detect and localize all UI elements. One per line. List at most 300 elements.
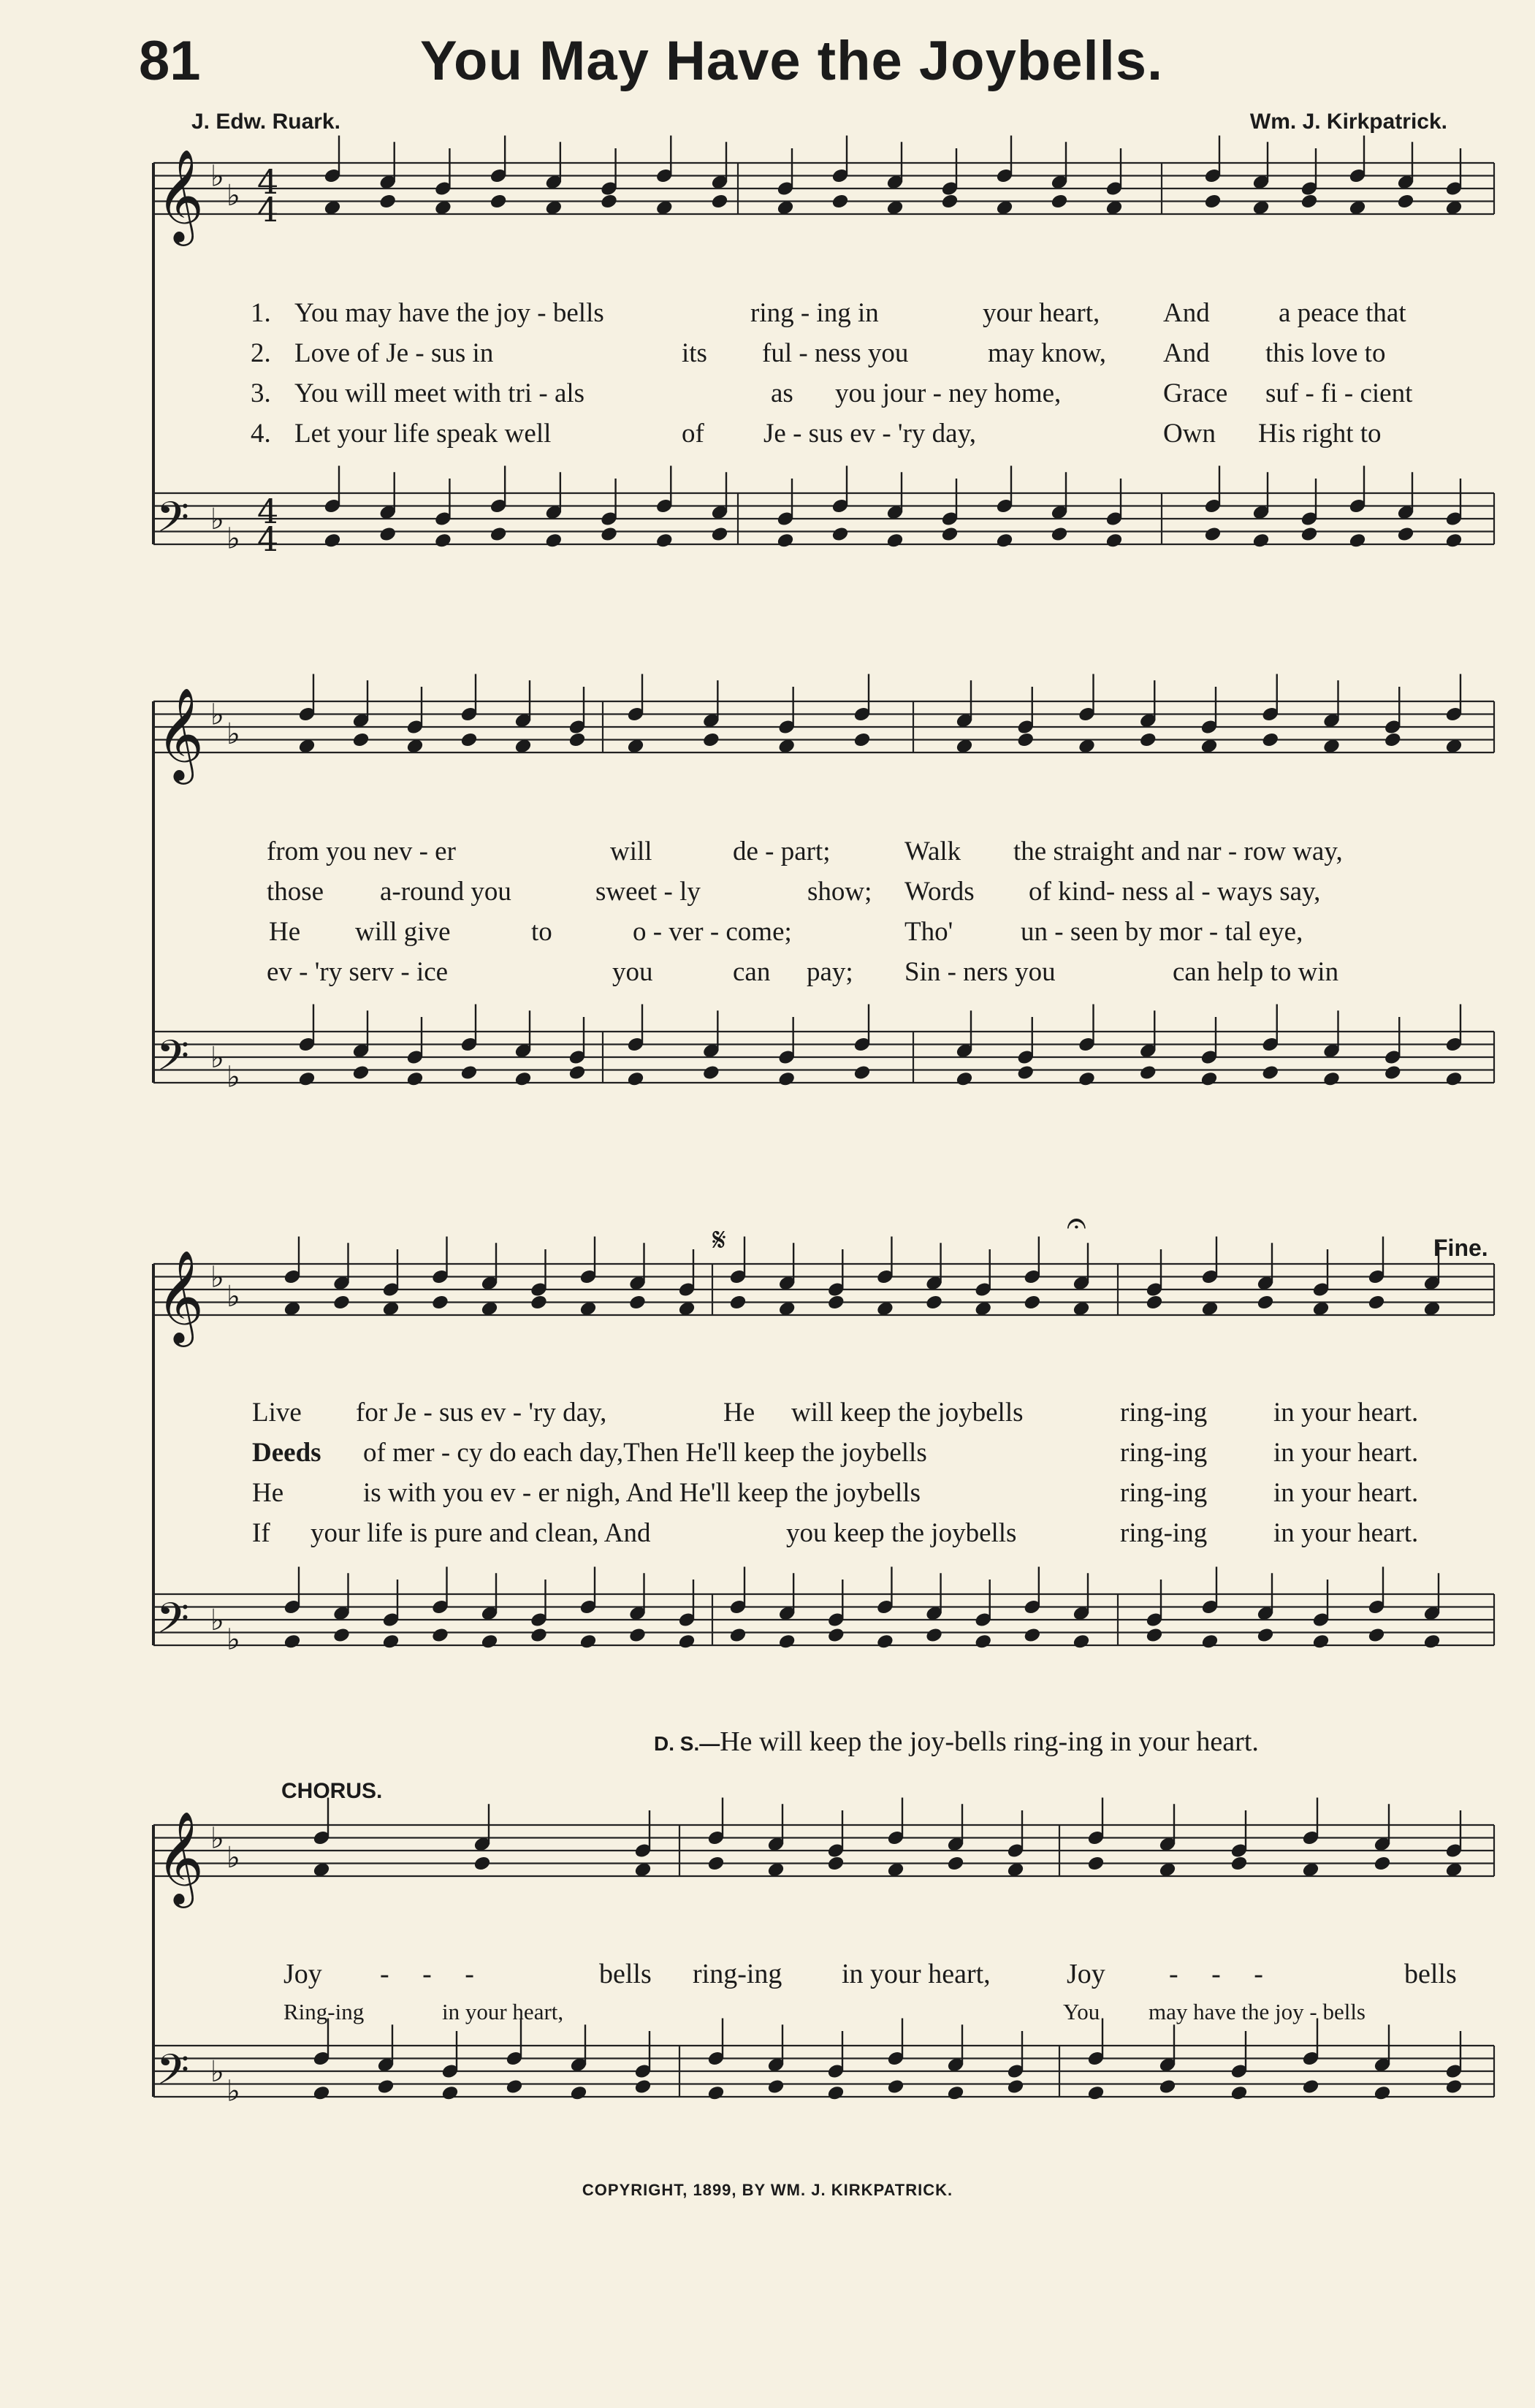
- note-head: [1322, 738, 1340, 754]
- note-head: [634, 1843, 652, 1859]
- lyric: If: [252, 1518, 270, 1548]
- lyric: will give: [355, 917, 451, 947]
- note-head: [1445, 2063, 1463, 2079]
- note-head: [431, 1627, 449, 1643]
- lyric: He: [269, 917, 301, 947]
- note-head: [382, 1300, 400, 1317]
- note-head: [530, 1294, 547, 1310]
- note-head: [434, 180, 452, 197]
- note-head: [434, 511, 452, 527]
- lyric: Live: [252, 1398, 302, 1428]
- note-head: [1159, 2057, 1176, 2073]
- verse-number: 3.: [251, 378, 271, 408]
- note-head: [1257, 1275, 1274, 1291]
- lyric: Words: [904, 877, 975, 907]
- note-head: [1078, 1036, 1095, 1052]
- note-head: [313, 2085, 330, 2101]
- note-head: [729, 1294, 747, 1310]
- flat-sign: ♭: [226, 2074, 240, 2108]
- note-head: [1073, 1275, 1090, 1291]
- note-head: [1105, 180, 1123, 197]
- note-head: [600, 526, 617, 542]
- lyric: He: [723, 1398, 755, 1428]
- note-head: [1312, 1300, 1330, 1317]
- note-head: [1262, 731, 1279, 747]
- note-head: [1007, 2063, 1024, 2079]
- note-head: [490, 167, 507, 183]
- note-head: [481, 1300, 498, 1317]
- lyric: from you nev - er: [267, 837, 456, 866]
- note-head: [1322, 1071, 1340, 1087]
- note-head: [579, 1268, 597, 1284]
- note-head: [545, 199, 563, 216]
- note-head: [1051, 174, 1068, 190]
- lyric: And: [1163, 338, 1210, 368]
- note-head: [956, 1043, 973, 1059]
- note-head: [481, 1634, 498, 1650]
- note-head: [876, 1300, 894, 1317]
- flat-sign: ♭: [210, 1604, 224, 1637]
- flat-sign: ♭: [226, 717, 240, 751]
- note-head: [767, 2057, 785, 2073]
- lyric: You: [1063, 1999, 1100, 2024]
- note-head: [707, 1829, 725, 1845]
- note-head: [947, 2085, 964, 2101]
- note-head: [1073, 1634, 1090, 1650]
- note-head: [777, 738, 795, 754]
- note-head: [831, 193, 849, 209]
- treble-clef: 𝄞: [156, 1810, 205, 1904]
- lyric: in your heart.: [1273, 1518, 1419, 1548]
- note-head: [1349, 498, 1366, 514]
- note-head: [1445, 1036, 1463, 1052]
- note-head: [431, 1294, 449, 1310]
- verse-number: 4.: [251, 419, 271, 449]
- note-head: [406, 1049, 424, 1065]
- lyric: show;: [807, 877, 872, 907]
- note-head: [886, 533, 904, 549]
- note-head: [655, 533, 673, 549]
- note-head: [1159, 1862, 1176, 1878]
- lyric: you: [612, 957, 653, 987]
- note-head: [1200, 1049, 1218, 1065]
- note-head: [1349, 167, 1366, 183]
- flat-sign: ♭: [226, 1060, 240, 1094]
- note-head: [1204, 167, 1222, 183]
- note-head: [1302, 1862, 1319, 1878]
- note-head: [352, 1064, 370, 1081]
- note-head: [1423, 1605, 1441, 1621]
- lyric: - - -: [380, 1959, 487, 1989]
- note-head: [352, 1043, 370, 1059]
- note-head: [655, 498, 673, 514]
- lyric: of kind- ness al - ways say,: [1029, 877, 1321, 907]
- note-head: [941, 511, 959, 527]
- note-head: [711, 504, 728, 520]
- note-head: [377, 2079, 395, 2095]
- note-head: [1087, 2085, 1105, 2101]
- author-music: Wm. J. Kirkpatrick.: [1249, 110, 1447, 134]
- note-head: [678, 1612, 696, 1628]
- note-head: [887, 1829, 904, 1845]
- lyric: in your heart,: [442, 1999, 564, 2024]
- lyric: in your heart.: [1273, 1478, 1419, 1508]
- bass-clef: 𝄢: [156, 1593, 190, 1653]
- note-head: [628, 1294, 646, 1310]
- note-head: [1302, 2050, 1319, 2066]
- note-head: [1201, 1599, 1219, 1615]
- lyric: bells: [599, 1959, 652, 1989]
- note-head: [1139, 712, 1157, 728]
- note-head: [925, 1275, 942, 1291]
- note-head: [1201, 1634, 1219, 1650]
- song-title: You May Have the Joybells.: [420, 30, 1164, 92]
- note-head: [568, 1064, 586, 1081]
- lyric: His right to: [1258, 419, 1382, 449]
- note-head: [283, 1268, 301, 1284]
- lyric: you jour - ney home,: [835, 378, 1062, 408]
- note-head: [678, 1300, 696, 1317]
- fermata-sign: 𝄐: [1067, 1203, 1086, 1243]
- note-head: [570, 2057, 587, 2073]
- note-head: [956, 738, 973, 754]
- note-head: [831, 526, 849, 542]
- note-head: [777, 719, 795, 735]
- note-head: [514, 738, 532, 754]
- note-head: [886, 199, 904, 216]
- lyric: the straight and nar - row way,: [1013, 837, 1343, 866]
- note-head: [1368, 1294, 1385, 1310]
- note-head: [678, 1281, 696, 1298]
- lyric: Let your life speak well: [294, 419, 552, 449]
- ds-line: [654, 1726, 1259, 1758]
- lyric: Ring-ing: [283, 1999, 365, 2024]
- note-head: [827, 1612, 845, 1628]
- note-head: [827, 1281, 845, 1298]
- note-head: [827, 2085, 845, 2101]
- note-head: [711, 193, 728, 209]
- note-head: [431, 1268, 449, 1284]
- note-head: [1302, 1829, 1319, 1845]
- time-signature: 4: [257, 190, 279, 229]
- note-head: [1105, 199, 1123, 216]
- note-head: [283, 1599, 301, 1615]
- note-head: [481, 1605, 498, 1621]
- lyric: ring-ing: [1120, 1398, 1208, 1428]
- lyric: your heart,: [983, 298, 1100, 328]
- flat-sign: ♭: [210, 2055, 224, 2089]
- note-head: [1139, 1064, 1157, 1081]
- time-signature: 4: [257, 519, 279, 559]
- note-head: [1087, 2050, 1105, 2066]
- note-head: [514, 712, 532, 728]
- note-head: [1384, 1049, 1401, 1065]
- note-head: [1349, 533, 1366, 549]
- note-head: [777, 199, 794, 216]
- flat-sign: ♭: [210, 1821, 224, 1856]
- note-head: [352, 712, 370, 728]
- treble-clef: 𝄞: [156, 148, 205, 242]
- note-head: [628, 1605, 646, 1621]
- note-head: [655, 167, 673, 183]
- note-head: [956, 712, 973, 728]
- note-head: [1300, 193, 1318, 209]
- lyric: ev - 'ry serv - ice: [267, 957, 449, 987]
- note-head: [876, 1599, 894, 1615]
- note-head: [378, 504, 396, 520]
- note-head: [941, 526, 959, 542]
- note-head: [947, 2057, 964, 2073]
- lyric: Joy: [1067, 1959, 1105, 1989]
- lyric: ring-ing: [693, 1959, 782, 1989]
- note-head: [1445, 706, 1463, 722]
- note-head: [1252, 533, 1270, 549]
- note-head: [600, 180, 617, 197]
- note-head: [1146, 1612, 1163, 1628]
- note-head: [568, 1049, 586, 1065]
- bass-clef: 𝄢: [156, 2045, 190, 2105]
- note-head: [827, 1294, 845, 1310]
- lyric: Je - sus ev - 'ry day,: [763, 419, 976, 449]
- note-head: [579, 1599, 597, 1615]
- note-head: [831, 167, 849, 183]
- note-head: [1397, 526, 1414, 542]
- note-head: [1078, 706, 1095, 722]
- note-head: [352, 731, 370, 747]
- note-head: [490, 526, 507, 542]
- author-words: J. Edw. Ruark.: [191, 110, 340, 134]
- note-head: [406, 1071, 424, 1087]
- note-head: [634, 1862, 652, 1878]
- note-head: [1087, 1829, 1105, 1845]
- note-head: [434, 199, 452, 216]
- lyric: may know,: [988, 338, 1107, 368]
- note-head: [506, 2079, 523, 2095]
- lyric: those: [267, 877, 324, 907]
- note-head: [1230, 2063, 1248, 2079]
- flat-sign: ♭: [210, 1041, 224, 1075]
- treble-clef: 𝄞: [156, 1249, 205, 1343]
- note-head: [974, 1634, 991, 1650]
- note-head: [481, 1275, 498, 1291]
- flat-sign: ♭: [226, 1623, 240, 1657]
- note-head: [777, 180, 794, 197]
- note-head: [1007, 2079, 1024, 2095]
- note-head: [974, 1612, 991, 1628]
- note-head: [777, 1049, 795, 1065]
- note-head: [460, 1064, 478, 1081]
- note-head: [956, 1071, 973, 1087]
- note-head: [1262, 706, 1279, 722]
- lyric: your life is pure and clean, And: [311, 1518, 651, 1548]
- note-head: [996, 199, 1013, 216]
- note-head: [1368, 1268, 1385, 1284]
- note-head: [778, 1605, 796, 1621]
- note-head: [655, 199, 673, 216]
- segno-sign: 𝄋: [712, 1222, 726, 1259]
- note-head: [600, 511, 617, 527]
- note-head: [729, 1599, 747, 1615]
- lyric: un - seen by mor - tal eye,: [1021, 917, 1303, 947]
- note-head: [1445, 1843, 1463, 1859]
- note-head: [1397, 193, 1414, 209]
- note-head: [1445, 1071, 1463, 1087]
- note-head: [377, 2057, 395, 2073]
- note-head: [876, 1268, 894, 1284]
- note-head: [1017, 719, 1035, 735]
- note-head: [378, 193, 396, 209]
- lyric: Sin - ners you: [904, 957, 1056, 987]
- lyric: He: [252, 1478, 284, 1508]
- note-head: [332, 1605, 350, 1621]
- note-head: [974, 1300, 991, 1317]
- note-head: [473, 1836, 491, 1852]
- note-head: [1007, 1862, 1024, 1878]
- note-head: [1423, 1300, 1441, 1317]
- treble-clef: 𝄞: [156, 687, 205, 780]
- note-head: [324, 533, 341, 549]
- note-head: [996, 167, 1013, 183]
- lyric: suf - fi - cient: [1265, 378, 1413, 408]
- note-head: [530, 1612, 547, 1628]
- note-head: [876, 1634, 894, 1650]
- note-head: [298, 1036, 316, 1052]
- flat-sign: ♭: [210, 159, 224, 194]
- lyric: in your heart.: [1273, 1438, 1419, 1468]
- lyric: of: [682, 419, 704, 449]
- note-head: [1200, 1071, 1218, 1087]
- note-head: [1445, 511, 1463, 527]
- ds-prefix: D. S.—: [654, 1732, 720, 1755]
- note-head: [627, 738, 644, 754]
- note-head: [1368, 1627, 1385, 1643]
- note-head: [711, 174, 728, 190]
- note-head: [886, 504, 904, 520]
- note-head: [702, 731, 720, 747]
- note-head: [1312, 1612, 1330, 1628]
- note-head: [1078, 738, 1095, 754]
- note-head: [1397, 504, 1414, 520]
- note-head: [974, 1281, 991, 1298]
- lyric: pay;: [807, 957, 853, 987]
- note-head: [887, 2079, 904, 2095]
- note-head: [530, 1627, 547, 1643]
- note-head: [1445, 180, 1463, 197]
- note-head: [1051, 193, 1068, 209]
- note-head: [460, 1036, 478, 1052]
- note-head: [473, 1855, 491, 1871]
- bass-clef: 𝄢: [156, 1031, 190, 1091]
- chorus-label: CHORUS.: [281, 1779, 383, 1803]
- note-head: [460, 731, 478, 747]
- note-head: [1374, 1855, 1391, 1871]
- note-head: [441, 2063, 459, 2079]
- note-head: [382, 1612, 400, 1628]
- note-head: [1257, 1627, 1274, 1643]
- note-head: [827, 1843, 845, 1859]
- lyric: ring-ing: [1120, 1478, 1208, 1508]
- lyric: to: [531, 917, 552, 947]
- note-head: [729, 1268, 747, 1284]
- note-head: [441, 2085, 459, 2101]
- note-head: [827, 2063, 845, 2079]
- bass-clef: 𝄢: [156, 492, 190, 552]
- lyric: as: [771, 378, 793, 408]
- lyric: will keep the joybells: [791, 1398, 1024, 1428]
- lyric: may have the joy - bells: [1149, 1999, 1365, 2024]
- flat-sign: ♭: [210, 698, 224, 732]
- note-head: [431, 1599, 449, 1615]
- lyric: in your heart.: [1273, 1398, 1419, 1428]
- note-head: [490, 193, 507, 209]
- lyric: is with you ev - er nigh, And He'll keep the joybells: [363, 1478, 921, 1508]
- note-head: [514, 1071, 532, 1087]
- note-head: [1073, 1605, 1090, 1621]
- note-head: [853, 1036, 871, 1052]
- verse-number: 2.: [251, 338, 271, 368]
- lyric: a-round you: [380, 877, 511, 907]
- note-head: [947, 1836, 964, 1852]
- note-head: [1384, 731, 1401, 747]
- note-head: [707, 1855, 725, 1871]
- copyright-notice: COPYRIGHT, 1899, BY WM. J. KIRKPATRICK.: [582, 2181, 953, 2199]
- note-head: [628, 1275, 646, 1291]
- note-head: [853, 1064, 871, 1081]
- note-head: [1201, 1300, 1219, 1317]
- lyric: can help to win: [1173, 957, 1339, 987]
- note-head: [378, 174, 396, 190]
- lyric: Grace: [1163, 378, 1228, 408]
- note-head: [324, 167, 341, 183]
- note-head: [1204, 526, 1222, 542]
- note-head: [406, 719, 424, 735]
- note-head: [332, 1275, 350, 1291]
- note-head: [545, 174, 563, 190]
- note-head: [1445, 738, 1463, 754]
- note-head: [514, 1043, 532, 1059]
- note-head: [941, 193, 959, 209]
- lyric: sweet - ly: [595, 877, 701, 907]
- lyric: a peace that: [1279, 298, 1406, 328]
- note-head: [1204, 193, 1222, 209]
- note-head: [324, 498, 341, 514]
- note-head: [707, 2050, 725, 2066]
- note-head: [947, 1855, 964, 1871]
- note-head: [1423, 1275, 1441, 1291]
- note-head: [382, 1281, 400, 1298]
- note-head: [570, 2085, 587, 2101]
- note-head: [1139, 1043, 1157, 1059]
- note-head: [1230, 1855, 1248, 1871]
- lyric: Own: [1163, 419, 1216, 449]
- note-head: [298, 706, 316, 722]
- note-head: [941, 180, 959, 197]
- note-head: [568, 719, 586, 735]
- lyric: Tho': [904, 917, 953, 947]
- lyric: Joy: [283, 1959, 322, 1989]
- note-head: [1146, 1627, 1163, 1643]
- note-head: [1300, 526, 1318, 542]
- note-head: [887, 2050, 904, 2066]
- lyric: ring-ing: [1120, 1518, 1208, 1548]
- lyric: Deeds: [252, 1438, 321, 1468]
- staff-lines: [153, 163, 1494, 2097]
- note-head: [1397, 174, 1414, 190]
- note-head: [1384, 719, 1401, 735]
- flat-sign: ♭: [226, 1279, 240, 1314]
- note-head: [382, 1634, 400, 1650]
- note-head: [1252, 504, 1270, 520]
